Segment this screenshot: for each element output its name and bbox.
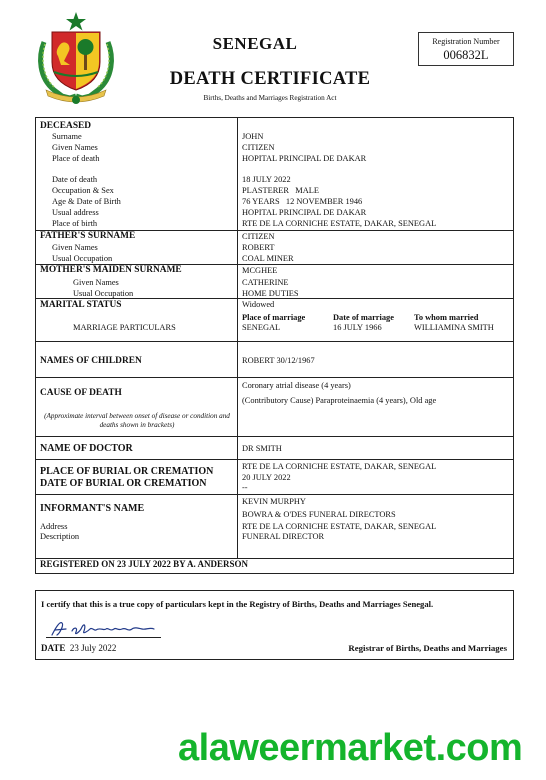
father-given: ROBERT [242, 243, 275, 252]
burial-dash: -- [242, 483, 248, 492]
certification-statement: I certify that this is a true copy of particulars kept in the Registry of Births, Deaths and Marriages Senegal. [41, 599, 434, 609]
marital-status: Widowed [242, 300, 275, 309]
given-names-label: Given Names [52, 143, 98, 152]
place-of-marriage-label: Place of marriage [242, 313, 306, 322]
burial-place-heading: PLACE OF BURIAL OR CREMATION [40, 466, 214, 477]
burial-place: RTE DE LA CORNICHE ESTATE, DAKAR, SENEGAL [242, 462, 437, 471]
informant-heading: INFORMANT'S NAME [40, 503, 145, 514]
place-of-death: HOPITAL PRINCIPAL DE DAKAR [242, 154, 367, 163]
informant-address: RTE DE LA CORNICHE ESTATE, DAKAR, SENEGAL [242, 522, 437, 531]
cause-heading: CAUSE OF DEATH [40, 388, 122, 398]
surname-label: Surname [52, 132, 82, 141]
place-of-death-label: Place of death [52, 154, 100, 163]
occupation-sex: PLASTERER MALE [242, 186, 320, 195]
age-dob-label: Age & Date of Birth [52, 197, 121, 206]
informant-description-label: Description [40, 532, 80, 541]
date-of-marriage-label: Date of marriage [333, 313, 394, 322]
row-divider [36, 377, 513, 378]
registration-number: 006832L [443, 48, 489, 62]
informant-description: FUNERAL DIRECTOR [242, 532, 325, 541]
row-divider [36, 341, 513, 342]
cause-contributory: (Contributory Cause) Paraproteinaemia (4 years), Old age [242, 396, 437, 405]
doctor-heading: NAME OF DOCTOR [40, 443, 133, 454]
date-value: 23 July 2022 [69, 643, 117, 653]
certification-box [35, 590, 514, 660]
senegal-coat-of-arms [36, 12, 116, 108]
row-divider [36, 436, 513, 437]
to-whom-married: WILLIAMINA SMITH [414, 323, 494, 332]
date-of-death: 18 JULY 2022 [242, 175, 291, 184]
to-whom-married-label: To whom married [414, 313, 479, 322]
informant-company: BOWRA & O'DES FUNERAL DIRECTORS [242, 510, 396, 519]
row-divider [36, 459, 513, 460]
date-of-death-label: Date of death [52, 175, 98, 184]
date-label: DATE [41, 643, 66, 653]
usual-address: HOPITAL PRINCIPAL DE DAKAR [242, 208, 367, 217]
signature-line [46, 637, 161, 638]
occupation-sex-label: Occupation & Sex [52, 186, 114, 195]
usual-address-label: Usual address [52, 208, 99, 217]
father-surname: CITIZEN [242, 232, 275, 241]
cause-primary: Coronary atrial disease (4 years) [242, 381, 351, 390]
cause-note: (Approximate interval between onset of disease or condition and deaths shown in brackets) [44, 412, 230, 429]
father-occupation-label: Usual Occupation [52, 254, 113, 263]
informant-name: KEVIN MURPHY [242, 497, 306, 506]
children-heading: NAMES OF CHILDREN [40, 356, 142, 366]
father-heading: FATHER'S SURNAME [40, 231, 136, 241]
deceased-heading: DECEASED [40, 121, 92, 131]
mother-occupation: HOME DUTIES [242, 289, 299, 298]
act-subtitle: Births, Deaths and Marriages Registration Act [203, 94, 337, 102]
marriage-particulars-label: MARRIAGE PARTICULARS [73, 323, 176, 332]
date-of-marriage: 16 JULY 1966 [333, 323, 382, 332]
place-of-birth: RTE DE LA CORNICHE ESTATE, DAKAR, SENEGAL [242, 219, 437, 228]
registrar-signature [48, 617, 168, 639]
row-divider [36, 298, 513, 299]
mother-surname: MCGHEE [242, 266, 278, 275]
deceased-surname: JOHN [242, 132, 264, 141]
children-names: ROBERT 30/12/1967 [242, 356, 315, 365]
registrar-title: Registrar of Births, Deaths and Marriages [348, 643, 507, 653]
marital-heading: MARITAL STATUS [40, 300, 122, 310]
age-dob: 76 YEARS 12 NOVEMBER 1946 [242, 197, 363, 206]
deceased-given-names: CITIZEN [242, 143, 275, 152]
document-title: DEATH CERTIFICATE [169, 69, 371, 89]
watermark-text: alaweermarket.com [178, 727, 523, 769]
mother-given-label: Given Names [73, 278, 119, 287]
mother-heading: MOTHER'S MAIDEN SURNAME [40, 265, 182, 275]
column-divider [237, 118, 238, 558]
place-of-birth-label: Place of birth [52, 219, 98, 228]
place-of-marriage: SENEGAL [242, 323, 281, 332]
country-name: SENEGAL [212, 34, 298, 53]
informant-address-label: Address [40, 522, 68, 531]
burial-date: 20 JULY 2022 [242, 473, 291, 482]
registration-number-box [418, 32, 514, 66]
father-occupation: COAL MINER [242, 254, 294, 263]
mother-given: CATHERINE [242, 278, 289, 287]
burial-date-heading: DATE OF BURIAL OR CREMATION [40, 478, 207, 489]
certification-date [41, 643, 116, 654]
particulars-table [35, 117, 514, 574]
doctor-name: DR SMITH [242, 444, 282, 453]
mother-occupation-label: Usual Occupation [73, 289, 134, 298]
registration-number-label: Registration Number [432, 37, 500, 46]
row-divider [36, 494, 513, 495]
registered-line: REGISTERED ON 23 JULY 2022 BY A. ANDERSON [40, 559, 249, 569]
father-given-label: Given Names [52, 243, 98, 252]
